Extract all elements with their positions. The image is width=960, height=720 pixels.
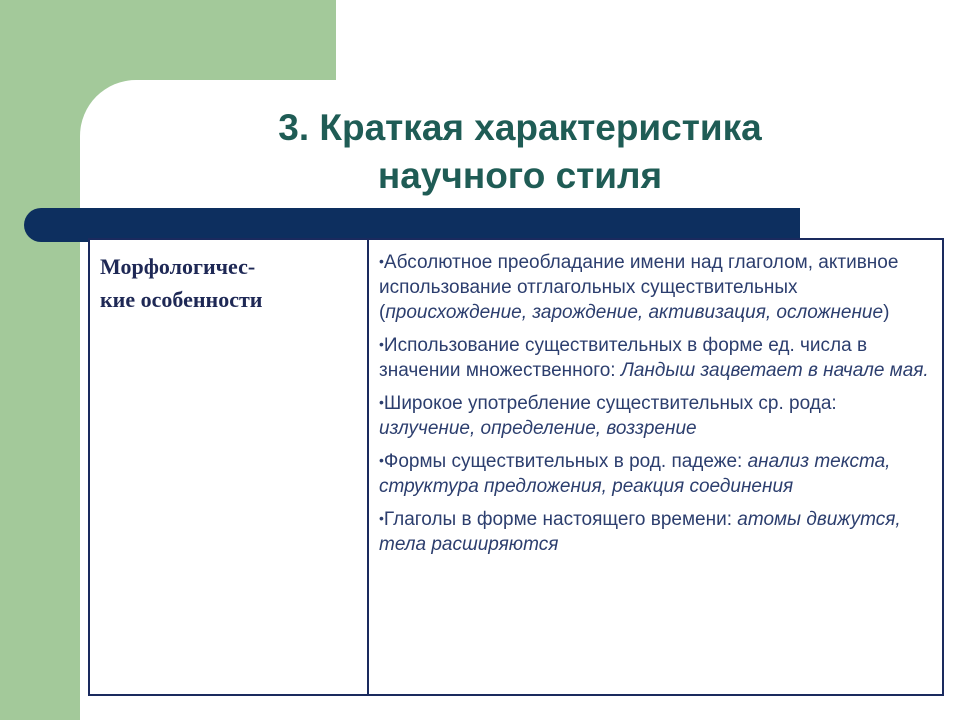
item-tail: ) (883, 302, 890, 323)
item-text: Использование существительных в форме ед. числа в значении множественного: (379, 335, 868, 381)
bullet-icon: • (379, 510, 384, 526)
table-left-cell (90, 240, 369, 694)
list-item (379, 332, 936, 383)
item-example: Ландыш зацветает в начале мая. (620, 360, 929, 381)
list-item (379, 506, 936, 557)
table-right-cell (369, 240, 942, 694)
item-text: Широкое употребление существительных ср. рода: (383, 393, 837, 414)
decorative-navy-bar (24, 208, 800, 242)
item-example: атомы движутся, тела расширяются (379, 509, 901, 555)
bullet-icon: • (379, 394, 384, 410)
title-line-2: научного стиля (377, 155, 663, 196)
item-text: Абсолютное преобладание имени над глаголом, активное использование отглагольных существительных ( (379, 252, 899, 323)
content-table (88, 238, 944, 696)
item-example: происхождение, зарождение, активизация, осложнение (385, 302, 884, 323)
title-line-1: 3. Краткая характеристика (278, 107, 762, 148)
bullet-icon: • (379, 253, 384, 269)
list-item (379, 390, 936, 441)
item-text: Глаголы в форме настоящего времени: (383, 509, 738, 530)
item-text: Формы существительных в род. падеже: (383, 451, 748, 472)
category-label: Морфологичес- кие особенности (100, 254, 263, 312)
slide-title (80, 104, 960, 200)
decorative-green-strip (0, 0, 80, 720)
list-item (379, 249, 936, 325)
bullet-icon: • (379, 336, 384, 352)
item-example: анализ текста, структура предложения, реакция соединения (379, 451, 891, 497)
item-example: излучение, определение, воззрение (379, 418, 697, 439)
bullet-icon: • (379, 452, 384, 468)
list-item (379, 448, 936, 499)
